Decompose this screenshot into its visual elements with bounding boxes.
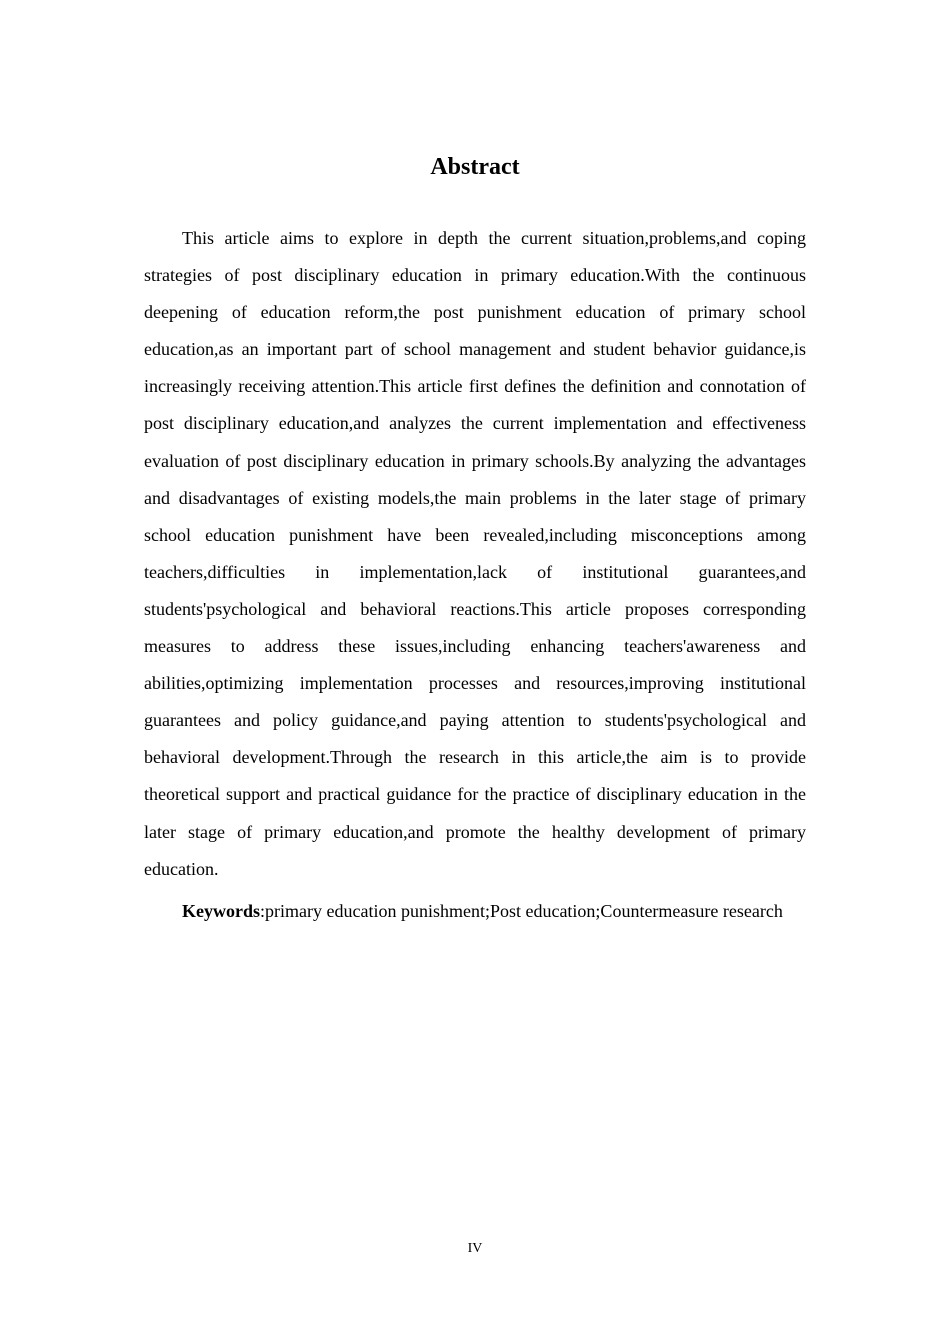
keywords-text: :primary education punishment;Post education;Countermeasure research [260,901,783,921]
abstract-title: Abstract [430,154,520,180]
keywords-line [144,894,806,929]
keywords-label: Keywords [182,901,260,921]
page-number: IV [467,1241,483,1256]
abstract-body: This article aims to explore in depth the current situation,problems,and coping strategies of post disciplinary education in primary education.With the continuous deepening of education reform,the post punishment education of primary school education,as an important part of school management and student behavior guidance,is increasingly receiving attention.This article first defines the definition and connotation of post disciplinary education,and analyzes the current implementation and effectiveness evaluation of post disciplinary education in primary schools.By analyzing the advantages and disadvantages of existing models,the main problems in the later stage of primary school education punishment have been revealed,including misconceptions among teachers,difficulties in implementation,lack of institutional guarantees,and students'psychological and behavioral reactions.This article proposes corresponding measures to address these issues,including enhancing teachers'awareness and abilities,optimizing implementation processes and resources,improving institutional guarantees and policy guidance,and paying attention to students'psychological and behavioral development.Through the research in this article,the aim is to provide theoretical support and practical guidance for the practice of disciplinary education in the later stage of primary education,and promote the healthy development of primary education. [144,228,806,879]
